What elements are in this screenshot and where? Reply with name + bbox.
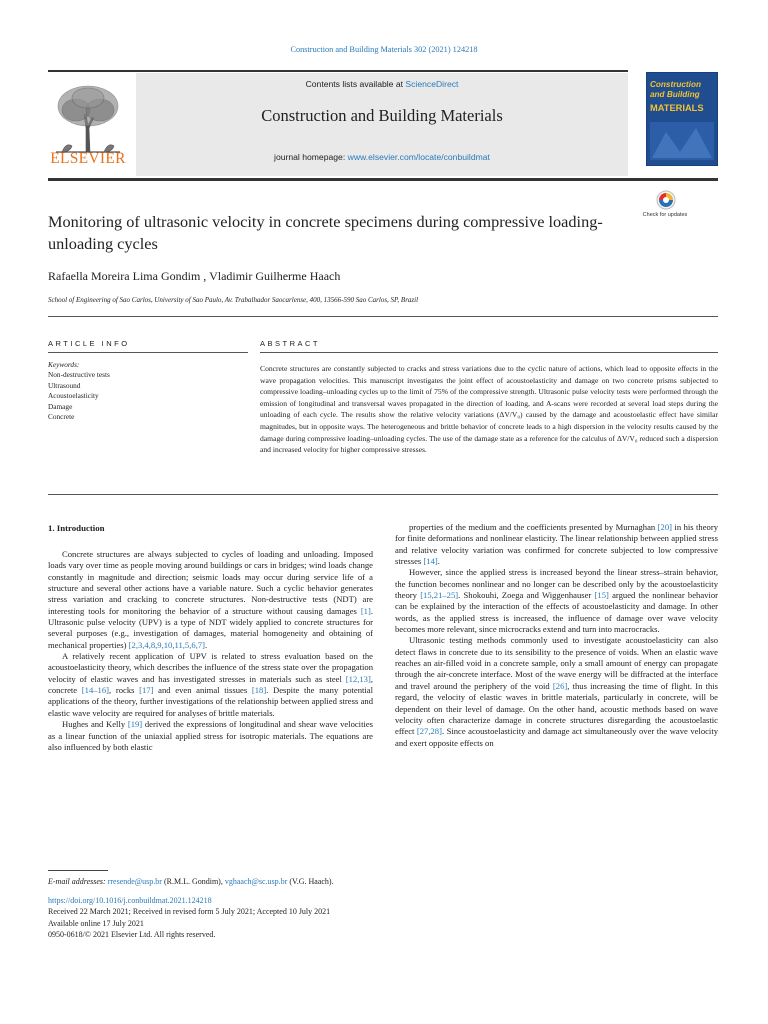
body-text: argued the nonlinear behavior can be explained by the interaction of the effects of acoustoelasticity and damage. In other words, as the applied stress is increased, the influence of damage over wave velocity becomes more relevant, since microcracks extend and turn into macrocracks.: [395, 590, 719, 635]
check-for-updates-label[interactable]: Check for updates: [642, 212, 688, 218]
homepage-link[interactable]: www.elsevier.com/locate/conbuildmat: [347, 152, 490, 162]
email-owner-haach: (V.G. Haach).: [287, 877, 334, 886]
citation-link[interactable]: [14–16]: [81, 685, 110, 696]
sciencedirect-link[interactable]: ScienceDirect: [405, 79, 459, 89]
doi-link[interactable]: https://doi.org/10.1016/j.conbuildmat.2021.124218: [48, 896, 212, 906]
homepage-line: [136, 152, 628, 162]
header-bottom-rule: [48, 178, 718, 181]
footer-spacer: [48, 887, 468, 895]
body-text: .: [204, 639, 208, 650]
citation-link[interactable]: [1]: [360, 605, 371, 616]
body-paragraph: [48, 651, 373, 719]
keywords-block: [48, 360, 248, 422]
affiliation: School of Engineering of Sao Carlos, University of Sao Paulo, Av. Trabalhador Saocarlense, 400, 13566-590 Sao Carlos, SP, Brazil: [48, 296, 419, 304]
citation-link[interactable]: [26]: [552, 680, 568, 691]
abstract-heading: ABSTRACT: [260, 339, 321, 348]
body-text: . Since acoustoelasticity and damage act simultaneously over the wave velocity and exert opposite effects on: [395, 726, 718, 748]
available-online: Available online 17 July 2021: [48, 918, 144, 928]
email-label: E-mail addresses:: [48, 877, 108, 886]
body-text: and even animal tissues: [153, 685, 252, 696]
homepage-prefix: journal homepage:: [274, 152, 348, 162]
body-text: Concrete structures are always subjected to cycles of loading and unloading. Imposed loads vary over time as people moving around buildings or cars in bridges; wind loads change constantly in magnitude and direction; seismic loads may occur during service life of a structure and several other actions have a variable nature. Such a cyclic behavior generates stress variation and cracking to concrete structures. Non-destructive tests (NDT) are interesting tools for monitoring the behavior of a structure without causing damages: [48, 549, 373, 616]
email-link-haach[interactable]: vghaach@sc.usp.br: [224, 877, 288, 886]
section-heading-introduction: 1. Introduction: [48, 523, 105, 533]
body-column-right: [395, 522, 718, 749]
cover-subtitle: MATERIALS: [650, 103, 704, 113]
affiliation-rule: [48, 316, 718, 317]
body-text: Ultrasonic testing methods commonly used to investigate acoustoelasticity can also detect flaws in concrete due to its sensibility to the presence of voids. When an elastic wave reaches an air-filled void in a concrete sample, only a small amount of energy can propagate through the air-concrete interface. Most of the wave energy will be diffracted at the interface and travel around the periphery of the void: [395, 635, 718, 691]
elsevier-wordmark: ELSEVIER: [50, 150, 126, 167]
body-column-left: [48, 549, 373, 753]
body-paragraph: [395, 522, 718, 567]
body-text: , concrete: [48, 673, 373, 696]
keyword-item: Damage: [48, 401, 73, 411]
body-text: . Shokouhi, Zoega and Wiggenhauser: [458, 590, 595, 601]
authors: Rafaella Moreira Lima Gondim , Vladimir Guilherme Haach: [48, 269, 341, 283]
contents-line: [136, 79, 628, 89]
citation-link[interactable]: [15]: [594, 590, 609, 601]
cover-title: Construction and Building: [650, 80, 701, 99]
article-info-heading: ARTICLE INFO: [48, 339, 130, 348]
contents-prefix: Contents lists available at: [305, 79, 406, 89]
body-text: Hughes and Kelly: [62, 719, 128, 730]
citation-link[interactable]: [19]: [127, 719, 143, 730]
keywords-label: Keywords:: [48, 360, 80, 369]
journal-title[interactable]: Construction and Building Materials: [261, 106, 503, 125]
footnote-rule: [48, 870, 108, 871]
received-dates: Received 22 March 2021; Received in revised form 5 July 2021; Accepted 10 July 2021: [48, 907, 331, 917]
body-paragraph: [395, 567, 718, 635]
email-owner-gondim: (R.M.L. Gondim),: [161, 877, 225, 886]
body-paragraph: [48, 719, 373, 753]
citation-link[interactable]: [14]: [423, 556, 438, 567]
journal-citation[interactable]: Construction and Building Materials 302 (2021) 124218: [290, 45, 478, 54]
keyword-item: Non-destructive tests: [48, 370, 110, 380]
email-line: [48, 876, 468, 887]
body-text: , rocks: [109, 685, 140, 696]
body-text: . Despite the many potential applications of the theory, further investigations of the relationship between applied stress and elastic wave velocity are required for analyses of brittle materials.: [48, 685, 373, 718]
body-text: , thus increasing the time of flight. In this regard, the velocity of elastic waves in brittle materials, particularly in concrete, will be dependent on their level of damage. On the other hand, acoustic methods based on wave velocity often characterize damage in concrete structures disregarding the acoustoelastic effect: [395, 680, 718, 737]
copyright: 0950-0618/© 2021 Elsevier Ltd. All rights reserved.: [48, 929, 216, 939]
article-footer: [48, 876, 468, 940]
body-text: properties of the medium and the coefficients presented by Murnaghan: [409, 522, 658, 532]
abstract-rule: [260, 352, 718, 353]
body-paragraph: [48, 549, 373, 651]
keyword-item: Concrete: [48, 412, 75, 422]
body-text: A relatively recent application of UPV is related to stress evaluation based on the acoustoelasticity theory, which describes the influence of the stress state over the propagation velocity of elastic waves and has investigated stresses in materials such as steel: [48, 651, 373, 684]
body-text: However, since the applied stress is increased beyond the linear stress–strain behavior, the function becomes nonlinear and no longer can be described only by the acoustoelasticity theory: [395, 567, 718, 601]
abstract-text: Concrete structures are constantly subjected to cracks and stress variations due to the cyclic nature of actions, which lead to opposite effects in the wave propagation velocities. This manuscript investigates the joint effect of acoustoelasticity and damage on two concrete prisms subjected to compressive loading–unloading cycles up to the limit of 75% of the compressive strength. Ultrasonic pulse velocity tests were performed through the emission of longitudinal and transversal waves propagated in the direction of loading, and A-scans were recorded at several load steps during the unloading of each cycle. The results show the relative velocity variations (ΔV/V₀) caused by the damage and acoustoelastic effect have similar magnitudes, but in opposite ways. The heterogeneous and brittle behavior of concrete leads to a high dispersion in the velocity results caused by the damage during compressive loading–unloading cycles. The use of the damage state as a reference for the calculus of ΔV/V₀ reduced such a dispersion and increased velocity for higher compressive stresses.: [260, 364, 718, 455]
header-top-rule: [48, 70, 628, 72]
body-text: .: [437, 556, 440, 567]
body-text: . Ultrasonic pulse velocity (UPV) is a type of NDT widely applied to concrete structures for several purposes (e.g., investigation of damages, material homogeneity and obtaining of mechanical properties): [48, 605, 373, 650]
keyword-item: Ultrasound: [48, 380, 81, 390]
article-title: Monitoring of ultrasonic velocity in concrete specimens during compressive loading-unloading cycles: [48, 212, 603, 253]
citation-link[interactable]: [20]: [657, 522, 672, 532]
body-text: in his theory for finite deformations and nonlinear elasticity. The linear relationship between applied stress and relative velocity variation was confirmed for concrete subjected to low compressive stresses: [395, 522, 718, 567]
citation-link[interactable]: [18]: [251, 685, 267, 696]
abstract-bottom-rule: [48, 494, 718, 495]
email-link-gondim[interactable]: rresende@usp.br: [107, 877, 162, 886]
citation-link[interactable]: [12,13]: [345, 673, 371, 684]
citation-link[interactable]: [15,21–25]: [420, 590, 459, 601]
citation-link[interactable]: [17]: [139, 685, 154, 696]
citation-link[interactable]: [2,3,4,8,9,10,11,5,6,7]: [128, 639, 205, 650]
keyword-item: Acoustoelasticity: [48, 391, 99, 401]
article-info-rule: [48, 352, 248, 353]
body-text: derived the expressions of longitudinal and shear wave velocities as a linear function of the uniaxial applied stress for isotropic materials. The equations are also influenced by both elastic: [48, 719, 374, 752]
citation-link[interactable]: [27,28]: [416, 726, 442, 737]
check-for-updates-icon[interactable]: [646, 190, 686, 232]
body-paragraph: [395, 635, 718, 748]
